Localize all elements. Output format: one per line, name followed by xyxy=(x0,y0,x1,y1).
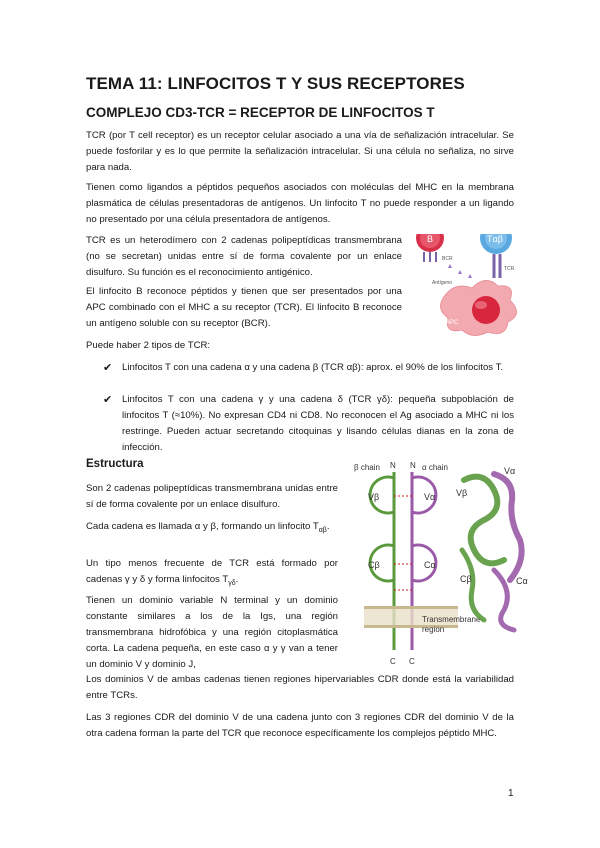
section-heading: COMPLEJO CD3-TCR = RECEPTOR DE LINFOCITOS T xyxy=(86,105,435,120)
n-terminal-beta: N xyxy=(390,461,396,470)
apc-label: APC xyxy=(446,320,459,326)
structure-paragraph-1: Son 2 cadenas polipeptídicas transmembrana unidas entre sí de forma covalente por un enlace disulfuro. xyxy=(86,483,338,510)
antigen-triangle xyxy=(448,264,452,268)
bcr-receptor xyxy=(424,252,436,262)
subscript-ab: αβ xyxy=(318,526,327,534)
check-icon: ✔ xyxy=(103,394,113,406)
tcr-receptor xyxy=(494,254,500,278)
structure-paragraph-4: Tienen un dominio variable N terminal y un dominio constante similares a los de la Igs, una región transmembrana hidrofóbica y una región citoplasmática corta. La cadena pequeña, en este caso α y γ van a tener un dominio V y dominio J, xyxy=(86,595,338,670)
beta-chain-label: β chain xyxy=(354,463,380,472)
tcr-structure-diagram xyxy=(344,460,530,668)
structure-paragraph-3: Un tipo menos frecuente de TCR está formado por cadenas γ y δ y forma linfocitos $T_{\gamma\delta}$. xyxy=(86,558,338,587)
subscript-gd: γδ xyxy=(228,579,236,587)
paragraph-3: TCR es un heterodímero con 2 cadenas polipeptídicas transmembrana (no se secretan) unidas entre sí de forma covalente por un enlace disulfuro. Su función es el reconocimiento antigénico. xyxy=(86,235,402,278)
antigen-label: Antígeno xyxy=(432,280,453,286)
check-icon: ✔ xyxy=(103,362,113,374)
n-terminal-alpha: N xyxy=(410,461,416,470)
paragraph-1: TCR (por T cell receptor) es un receptor celular asociado a una vía de señalización intracelular. Se puede fosforilar y es lo que permite la señalización intracelular. Si una célula no señaliza, no sirve para nada. xyxy=(86,130,514,173)
ribbon-structure xyxy=(462,474,522,630)
tcr-label: TCR xyxy=(504,266,515,272)
apc-nucleus-highlight xyxy=(475,301,487,309)
alpha-chain-label: α chain xyxy=(422,463,448,472)
structure-paragraph-6: Las 3 regiones CDR del dominio V de una cadena junto con 3 regiones CDR del dominio V de la otra cadena forman la parte del TCR que reconoce específicamente los complejos péptido MHC. xyxy=(86,712,514,739)
v-alpha-label: Vα xyxy=(424,492,436,502)
v-beta-label: Vβ xyxy=(368,492,380,502)
antigen-triangle xyxy=(468,274,472,278)
page-number: 1 xyxy=(508,788,514,799)
structure-paragraph-5: Los dominios V de ambas cadenas tienen regiones hipervariables CDR donde está la variabilidad entre TCRs. xyxy=(86,674,514,701)
b-cell-label: B xyxy=(427,234,434,244)
membrane-top xyxy=(364,606,458,609)
v-beta-ribbon-label: Vβ xyxy=(456,488,468,498)
apc-nucleus xyxy=(472,296,500,324)
c-beta-ribbon-label: Cβ xyxy=(460,574,472,584)
paragraph-5: Puede haber 2 tipos de TCR: xyxy=(86,340,211,351)
list-item-2: Linfocitos T con una cadena γ y una cadena δ (TCR γδ): pequeña subpoblación de linfocitos T (≈10%). No expresan CD4 ni CD8. No reconocen el Ag asociado a MHC ni los restringe. Pueden actuar secretando citoquinas y lisando células dianas en la zona de infección. xyxy=(122,394,514,453)
bcr-label: BCR xyxy=(442,256,453,262)
page-title: TEMA 11: LINFOCITOS T Y SUS RECEPTORES xyxy=(86,74,465,93)
structure-paragraph-2: Cada cadena es llamada α y β, formando un linfocito $T_{\alpha\beta}$. xyxy=(86,521,330,534)
structure-heading: Estructura xyxy=(86,458,144,470)
c-terminal-alpha: C xyxy=(409,657,415,666)
paragraph-2: Tienen como ligandos a péptidos pequeños asociados con moléculas del MHC en la membrana plasmática de células presentadoras de antígenos. Un linfocito T no puede responder a un ligando no presentado por una célula presentadora de antígenos. xyxy=(86,182,514,225)
region-label: region xyxy=(422,625,445,634)
c-terminal-beta: C xyxy=(390,657,396,666)
transmembrane-label: Transmembrane xyxy=(422,615,481,624)
c-beta-label: Cβ xyxy=(368,560,380,570)
c-alpha-ribbon-label: Cα xyxy=(516,576,528,586)
paragraph-4: El linfocito B reconoce péptidos y tienen que ser presentados por una APC combinado con el MHC a su receptor (TCR). El linfocito B reconoce un antígeno soluble con su receptor (BCR). xyxy=(86,286,402,329)
antigen-triangle xyxy=(458,270,462,274)
t-cell-label: Tαβ xyxy=(487,234,503,244)
v-alpha-ribbon-label: Vα xyxy=(504,466,516,476)
cells-illustration xyxy=(406,234,526,338)
list-item-1: Linfocitos T con una cadena α y una cadena β (TCR αβ): aprox. el 90% de los linfocitos T. xyxy=(122,362,504,373)
c-alpha-label: Cα xyxy=(424,560,436,570)
